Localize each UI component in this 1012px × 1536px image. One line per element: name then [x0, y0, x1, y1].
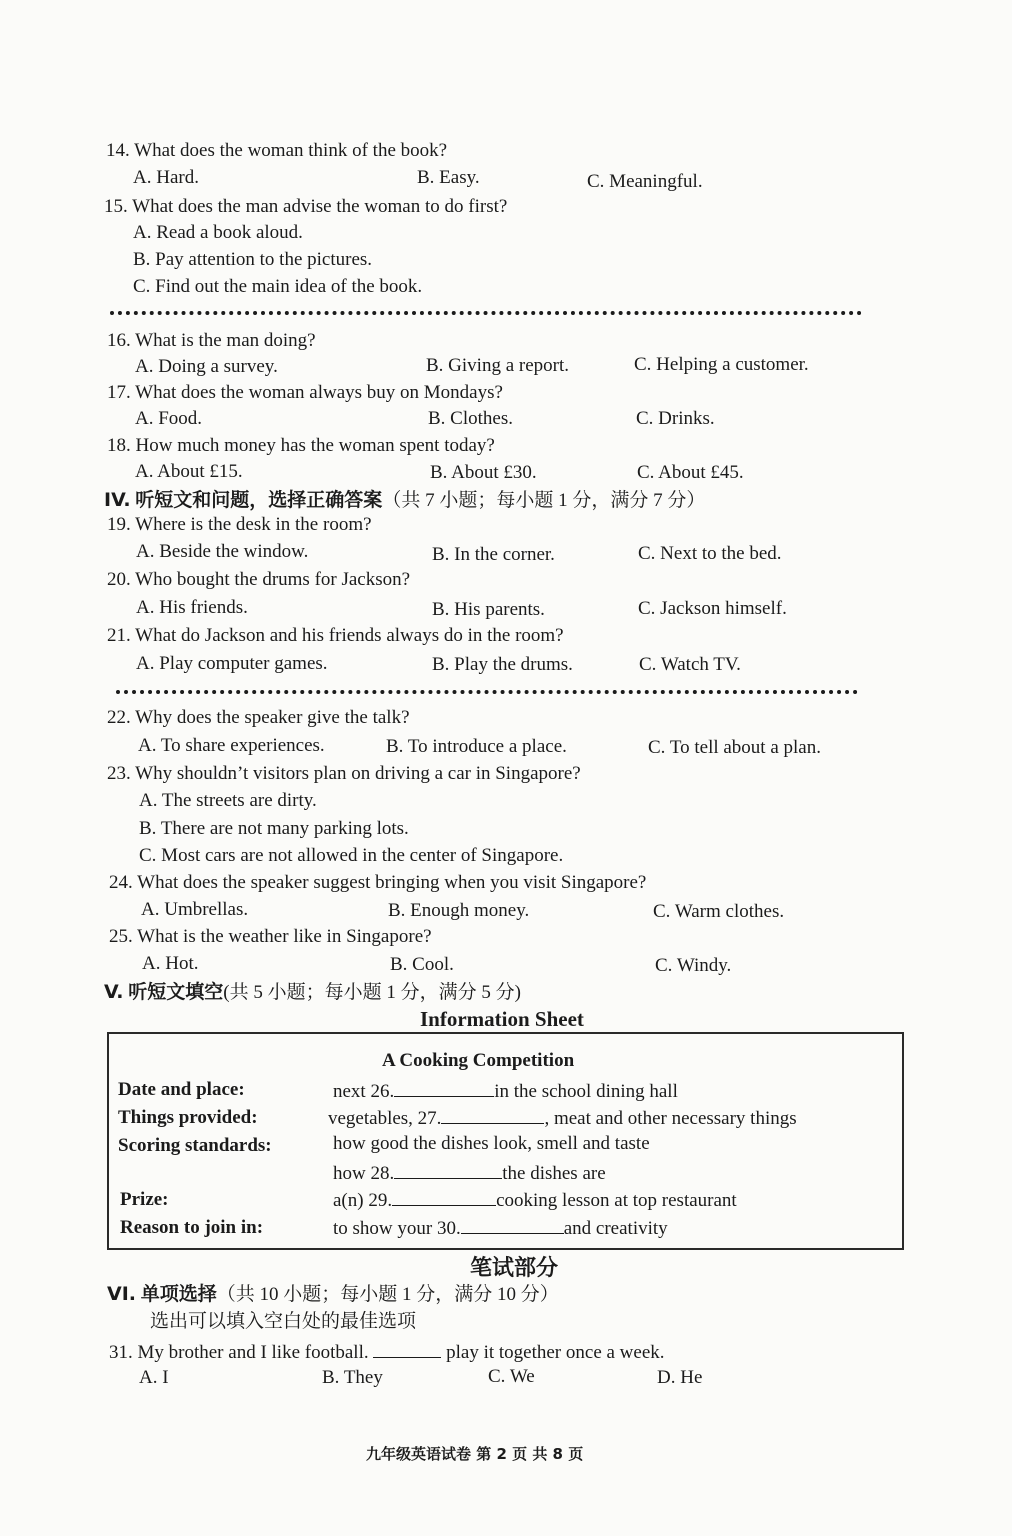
- information-sheet-heading: Information Sheet: [420, 1007, 584, 1031]
- blank-26-prefix: next 26.: [333, 1081, 395, 1102]
- blank-28-suffix: the dishes are: [502, 1163, 606, 1184]
- section-iv-heading: [104, 488, 705, 513]
- value-things-provided: [328, 1105, 797, 1130]
- question-22: 22. Why does the speaker give the talk?: [107, 707, 410, 728]
- option-17c: C. Drinks.: [636, 408, 715, 429]
- option-19a: A. Beside the window.: [136, 541, 309, 562]
- option-18a: A. About £15.: [135, 461, 243, 482]
- section-v-heading: [104, 980, 521, 1005]
- question-18: 18. How much money has the woman spent today?: [107, 435, 495, 456]
- value-scoring-standards-2: [333, 1160, 606, 1185]
- value-reason: [333, 1215, 668, 1240]
- dotted-divider: [110, 311, 862, 315]
- option-21c: C. Watch TV.: [639, 654, 741, 675]
- section-v-title: 听短文填空: [128, 981, 224, 1003]
- label-scoring-standards: Scoring standards:: [118, 1135, 272, 1156]
- option-31c: C. We: [488, 1366, 535, 1387]
- option-23b: B. There are not many parking lots.: [139, 818, 409, 839]
- question-21: 21. What do Jackson and his friends always do in the room?: [107, 625, 564, 646]
- option-31b: B. They: [322, 1367, 383, 1388]
- section-vi-instruction: 选出可以填入空白处的最佳选项: [150, 1311, 417, 1332]
- value-prize: [333, 1187, 737, 1212]
- blank-30[interactable]: [461, 1215, 564, 1234]
- label-things-provided: Things provided:: [118, 1107, 258, 1128]
- option-31d: D. He: [657, 1367, 703, 1388]
- section-vi-note: （共 10 小题；每小题 1 分，满分 10 分）: [216, 1284, 559, 1305]
- question-31-stem: 31. My brother and I like football.: [109, 1342, 369, 1363]
- blank-27[interactable]: [441, 1105, 544, 1124]
- section-v-number: V.: [104, 981, 124, 1003]
- option-24b: B. Enough money.: [388, 900, 530, 921]
- question-14: 14. What does the woman think of the book?: [106, 140, 448, 161]
- section-vi-heading: [107, 1282, 559, 1307]
- blank-26[interactable]: [394, 1078, 494, 1097]
- label-reason: Reason to join in:: [120, 1217, 264, 1238]
- blank-31[interactable]: [373, 1339, 441, 1358]
- question-25: 25. What is the weather like in Singapore?: [109, 926, 432, 947]
- page-footer: 九年级英语试卷 第 2 页 共 8 页: [366, 1445, 584, 1463]
- blank-27-prefix: vegetables, 27.: [328, 1108, 442, 1129]
- option-15a: A. Read a book aloud.: [133, 222, 303, 243]
- option-19c: C. Next to the bed.: [638, 543, 782, 564]
- option-20c: C. Jackson himself.: [638, 598, 787, 619]
- option-20b: B. His parents.: [432, 599, 545, 620]
- blank-29[interactable]: [392, 1187, 496, 1206]
- option-16a: A. Doing a survey.: [135, 356, 278, 377]
- option-23a: A. The streets are dirty.: [139, 790, 317, 811]
- option-17a: A. Food.: [135, 408, 203, 429]
- value-date-place: [333, 1078, 678, 1103]
- option-21b: B. Play the drums.: [432, 654, 573, 675]
- option-14a: A. Hard.: [133, 167, 199, 188]
- blank-29-prefix: a(n) 29.: [333, 1190, 393, 1211]
- label-date-place: Date and place:: [118, 1079, 245, 1100]
- option-17b: B. Clothes.: [428, 408, 513, 429]
- option-15b: B. Pay attention to the pictures.: [133, 249, 373, 270]
- option-16b: B. Giving a report.: [426, 355, 570, 376]
- option-14b: B. Easy.: [417, 167, 480, 188]
- blank-27-suffix: , meat and other necessary things: [544, 1108, 797, 1129]
- section-iv-title: 听短文和问题，选择正确答案: [135, 489, 383, 511]
- competition-title: A Cooking Competition: [382, 1050, 575, 1071]
- option-18b: B. About £30.: [430, 462, 537, 483]
- option-21a: A. Play computer games.: [136, 653, 328, 674]
- option-23c: C. Most cars are not allowed in the center of Singapore.: [139, 845, 564, 866]
- option-22a: A. To share experiences.: [138, 735, 325, 756]
- section-vi-title: 单项选择: [140, 1283, 217, 1305]
- option-24c: C. Warm clothes.: [653, 901, 785, 922]
- dotted-divider: [116, 690, 858, 694]
- option-20a: A. His friends.: [136, 597, 248, 618]
- option-16c: C. Helping a customer.: [634, 354, 809, 375]
- option-25a: A. Hot.: [142, 953, 199, 974]
- question-23: 23. Why shouldn’t visitors plan on driving a car in Singapore?: [107, 763, 581, 784]
- question-16: 16. What is the man doing?: [107, 330, 316, 351]
- question-24: 24. What does the speaker suggest bringing when you visit Singapore?: [109, 872, 647, 893]
- option-15c: C. Find out the main idea of the book.: [133, 276, 423, 297]
- information-sheet-box: [107, 1032, 904, 1250]
- question-17: 17. What does the woman always buy on Mondays?: [107, 382, 503, 403]
- option-22c: C. To tell about a plan.: [648, 737, 821, 758]
- blank-30-suffix: and creativity: [563, 1218, 668, 1239]
- question-15: 15. What does the man advise the woman to do first?: [104, 196, 508, 217]
- option-18c: C. About £45.: [637, 462, 744, 483]
- written-part-heading: 笔试部分: [470, 1256, 559, 1281]
- question-31-stem-end: play it together once a week.: [446, 1342, 665, 1363]
- blank-28[interactable]: [394, 1160, 502, 1179]
- option-19b: B. In the corner.: [432, 544, 555, 565]
- blank-29-suffix: cooking lesson at top restaurant: [496, 1190, 737, 1211]
- section-v-note: (共 5 小题；每小题 1 分，满分 5 分): [223, 982, 521, 1003]
- blank-28-prefix: how 28.: [333, 1163, 395, 1184]
- value-scoring-standards: how good the dishes look, smell and taste: [333, 1133, 650, 1154]
- section-iv-number: IV.: [104, 489, 131, 511]
- blank-26-suffix: in the school dining hall: [494, 1081, 678, 1102]
- question-20: 20. Who bought the drums for Jackson?: [107, 569, 411, 590]
- blank-30-prefix: to show your 30.: [333, 1218, 461, 1239]
- option-14c: C. Meaningful.: [587, 171, 703, 192]
- question-19: 19. Where is the desk in the room?: [107, 514, 372, 535]
- option-25b: B. Cool.: [390, 954, 454, 975]
- option-25c: C. Windy.: [655, 955, 732, 976]
- section-vi-number: VI.: [107, 1283, 136, 1305]
- question-31: [109, 1339, 665, 1365]
- section-iv-note: （共 7 小题；每小题 1 分，满分 7 分）: [382, 490, 706, 511]
- option-31a: A. I: [139, 1367, 169, 1388]
- option-22b: B. To introduce a place.: [386, 736, 567, 757]
- option-24a: A. Umbrellas.: [141, 899, 249, 920]
- label-prize: Prize:: [120, 1189, 169, 1210]
